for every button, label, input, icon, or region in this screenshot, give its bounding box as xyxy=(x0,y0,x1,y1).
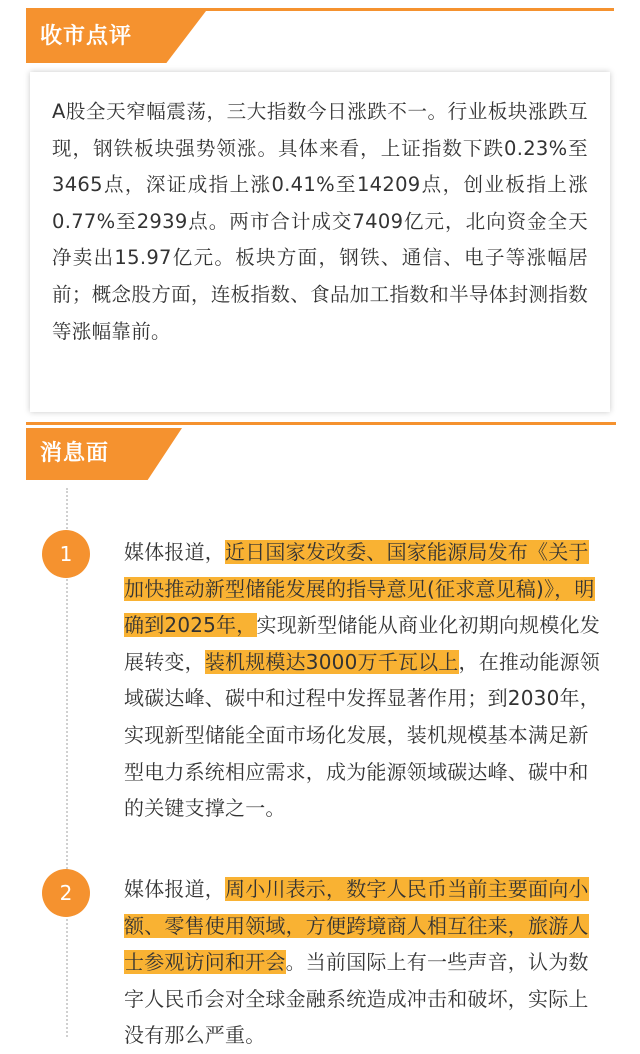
section-title: 消息面 xyxy=(40,441,110,466)
news-text-segment: 。当前国际上有一些声音，认为数字人民币会对全球金融系统造成冲击和破坏，实际上没有那么严重。 xyxy=(124,950,589,1048)
news-number-badge: 1 xyxy=(42,530,90,578)
news-item xyxy=(124,871,602,1054)
section-title: 收市点评 xyxy=(40,24,133,49)
news-number-badge: 2 xyxy=(42,869,90,917)
news-highlight-segment: 周小川表示，数字人民币当前主要面向小额、零售使用领域，方便跨境商人相互往来，旅游人士参观访问和开会 xyxy=(124,877,589,975)
market-summary-card xyxy=(30,72,610,412)
section-header-market-review xyxy=(26,11,206,63)
news-text-segment: 媒体报道， xyxy=(124,540,225,564)
news-item xyxy=(124,534,602,827)
news-highlight-segment: 装机规模达3000万千瓦以上 xyxy=(204,649,459,674)
news-highlight-segment: 近日国家发改委、国家能源局发布《关于加快推动新型储能发展的指导意见(征求意见稿)》，明确到2025年， xyxy=(124,540,595,638)
news-text-segment: ，在推动能源领域碳达峰、碳中和过程中发挥显著作用；到2030年，实现新型储能全面市场化发展，装机规模基本满足新型电力系统相应需求，成为能源领域碳达峰、碳中和的关键支撑之一。 xyxy=(124,649,600,821)
market-summary-text: A股全天窄幅震荡，三大指数今日涨跌不一。行业板块涨跌互现，钢铁板块强势领涨。具体来看，上证指数下跌0.23%至3465点，深证成指上涨0.41%至14209点，创业板指上涨0.77%至2939点。两市合计成交7409亿元，北向资金全天净卖出15.97亿元。板块方面，钢铁、通信、电子等涨幅居前；概念股方面，连板指数、食品加工指数和半导体封测指数等涨幅靠前。 xyxy=(52,100,588,343)
news-text-segment: 实现新型储能从商业化初期向规模化发展转变， xyxy=(124,613,600,674)
section-header-news xyxy=(26,428,182,480)
news-text-segment: 媒体报道， xyxy=(124,877,225,901)
